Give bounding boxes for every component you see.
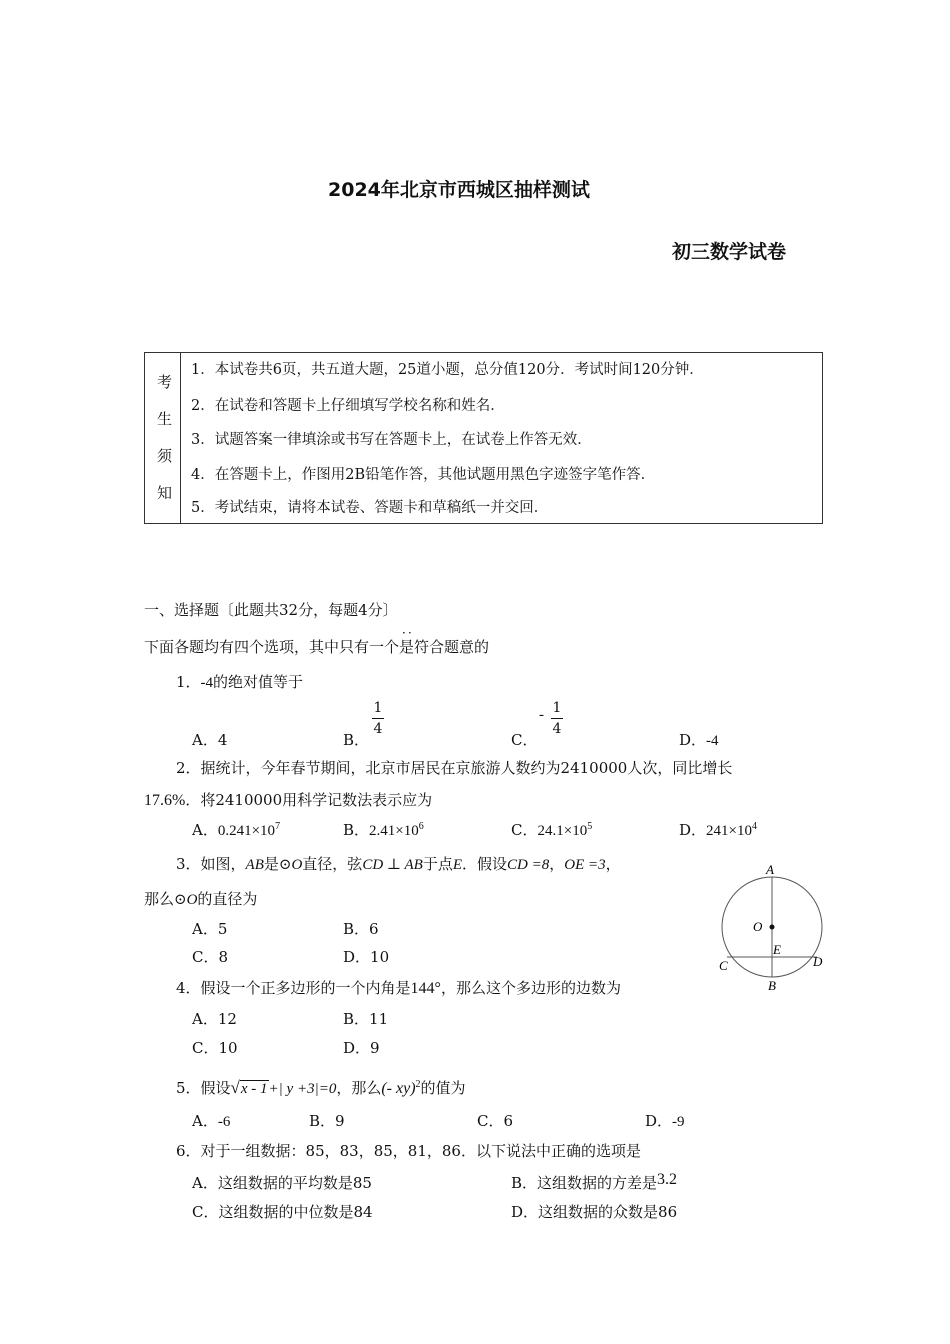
q2-option-d: D．$241\times 10^4$ [679, 821, 757, 839]
label-c: C [719, 958, 728, 973]
q5-option-d: D．-9 [645, 1112, 685, 1130]
notice-item: 3．试题答案一律填涂或书写在答题卡上，在试卷上作答无效． [191, 432, 592, 448]
question-4-stem: 4．假设一个正多边形的一个内角是144°，那么这个多边形的边数为 [176, 979, 621, 997]
q1-option-a: A．4 [192, 731, 228, 749]
q6-option-a: A．这组数据的平均数是85 [192, 1174, 372, 1192]
section-heading: 一、选择题〔此题共32分，每题4分〕 [144, 601, 398, 619]
label-d: D [813, 954, 823, 969]
question-3-line2: 那么⊙O的直径为 [144, 890, 258, 908]
notice-item: 4．在答题卡上，作图用2B铅笔作答，其他试题用黑色字迹签字笔作答． [191, 467, 656, 483]
q1-option-d: D．-4 [679, 731, 719, 749]
q4-option-d: D．9 [343, 1039, 380, 1057]
q6-option-c: C．这组数据的中位数是84 [192, 1203, 373, 1221]
center-point [770, 925, 775, 930]
emphasis-dots: ．． [402, 622, 421, 636]
page-title: 2024年北京市西城区抽样测试 [328, 179, 590, 201]
q6-option-b: B．这组数据的方差是3.2 [511, 1171, 678, 1192]
question-1-stem: 1．-4的绝对值等于 [176, 673, 304, 691]
question-5-stem: 5．假设√x - 1+| y +3|=0，那么(- xy)$^2$的值为 [176, 1078, 466, 1097]
notice-label-char: 知 [157, 484, 173, 502]
q4-option-a: A．12 [192, 1010, 237, 1028]
q5-option-a: A．-6 [192, 1112, 231, 1130]
q2-option-a: A．$0.241\times 10^7$ [192, 821, 281, 839]
question-3-line1: 3．如图，AB是⊙O直径，弦CD ⊥ AB于点E．假设CD =8，OE =3， [176, 855, 621, 873]
q1-option-c-sign: - [539, 707, 544, 723]
question-6-stem: 6．对于一组数据：85，83，85，81，86．以下说法中正确的选项是 [176, 1142, 641, 1160]
notice-label [145, 353, 181, 523]
notice-item: 2．在试卷和答题卡上仔细填写学校名称和姓名． [191, 398, 505, 414]
question-2-line2: 17.6%．将2410000用科学记数法表示应为 [144, 791, 433, 809]
section-instruction: 下面各题均有四个选项，其中只有一个是符合题意的 [144, 638, 490, 656]
question-2-line1: 2．据统计，今年春节期间，北京市居民在京旅游人数约为2410000人次，同比增长 [176, 759, 733, 777]
notice-label-char: 须 [157, 447, 173, 465]
q5-option-c: C．6 [477, 1112, 514, 1130]
notice-item: 5．考试结束，请将本试卷、答题卡和草稿纸一并交回． [191, 500, 549, 516]
q4-option-b: B．11 [343, 1010, 389, 1028]
notice-label-char: 考 [157, 373, 173, 391]
label-b: B [768, 978, 776, 993]
q5-option-b: B．9 [309, 1112, 345, 1130]
label-o: O [753, 919, 763, 934]
notice-item: 1．本试卷共6页，共五道大题，25道小题，总分值120分．考试时间120分钟． [191, 362, 704, 378]
q2-option-b: B．$2.41\times 10^6$ [343, 821, 424, 839]
q1-option-c: C． [511, 731, 538, 749]
q1-option-b-fraction: 1 4 [373, 700, 383, 737]
q6-option-d: D．这组数据的众数是86 [511, 1203, 678, 1221]
q3-option-d: D．10 [343, 948, 390, 966]
circle-diagram [712, 858, 842, 993]
label-a: A [766, 862, 774, 877]
q1-option-c-fraction: 1 4 [552, 700, 562, 737]
exam-notice-box [144, 352, 823, 524]
q3-option-b: B．6 [343, 920, 379, 938]
q1-option-b: B． [343, 731, 370, 749]
label-e: E [773, 942, 781, 957]
notice-label-char: 生 [157, 410, 173, 428]
q3-option-c: C．8 [192, 948, 229, 966]
q2-option-c: C．$24.1\times 10^5$ [511, 821, 593, 839]
q3-option-a: A．5 [192, 920, 228, 938]
page-subtitle: 初三数学试卷 [672, 241, 787, 263]
q4-option-c: C．10 [192, 1039, 238, 1057]
